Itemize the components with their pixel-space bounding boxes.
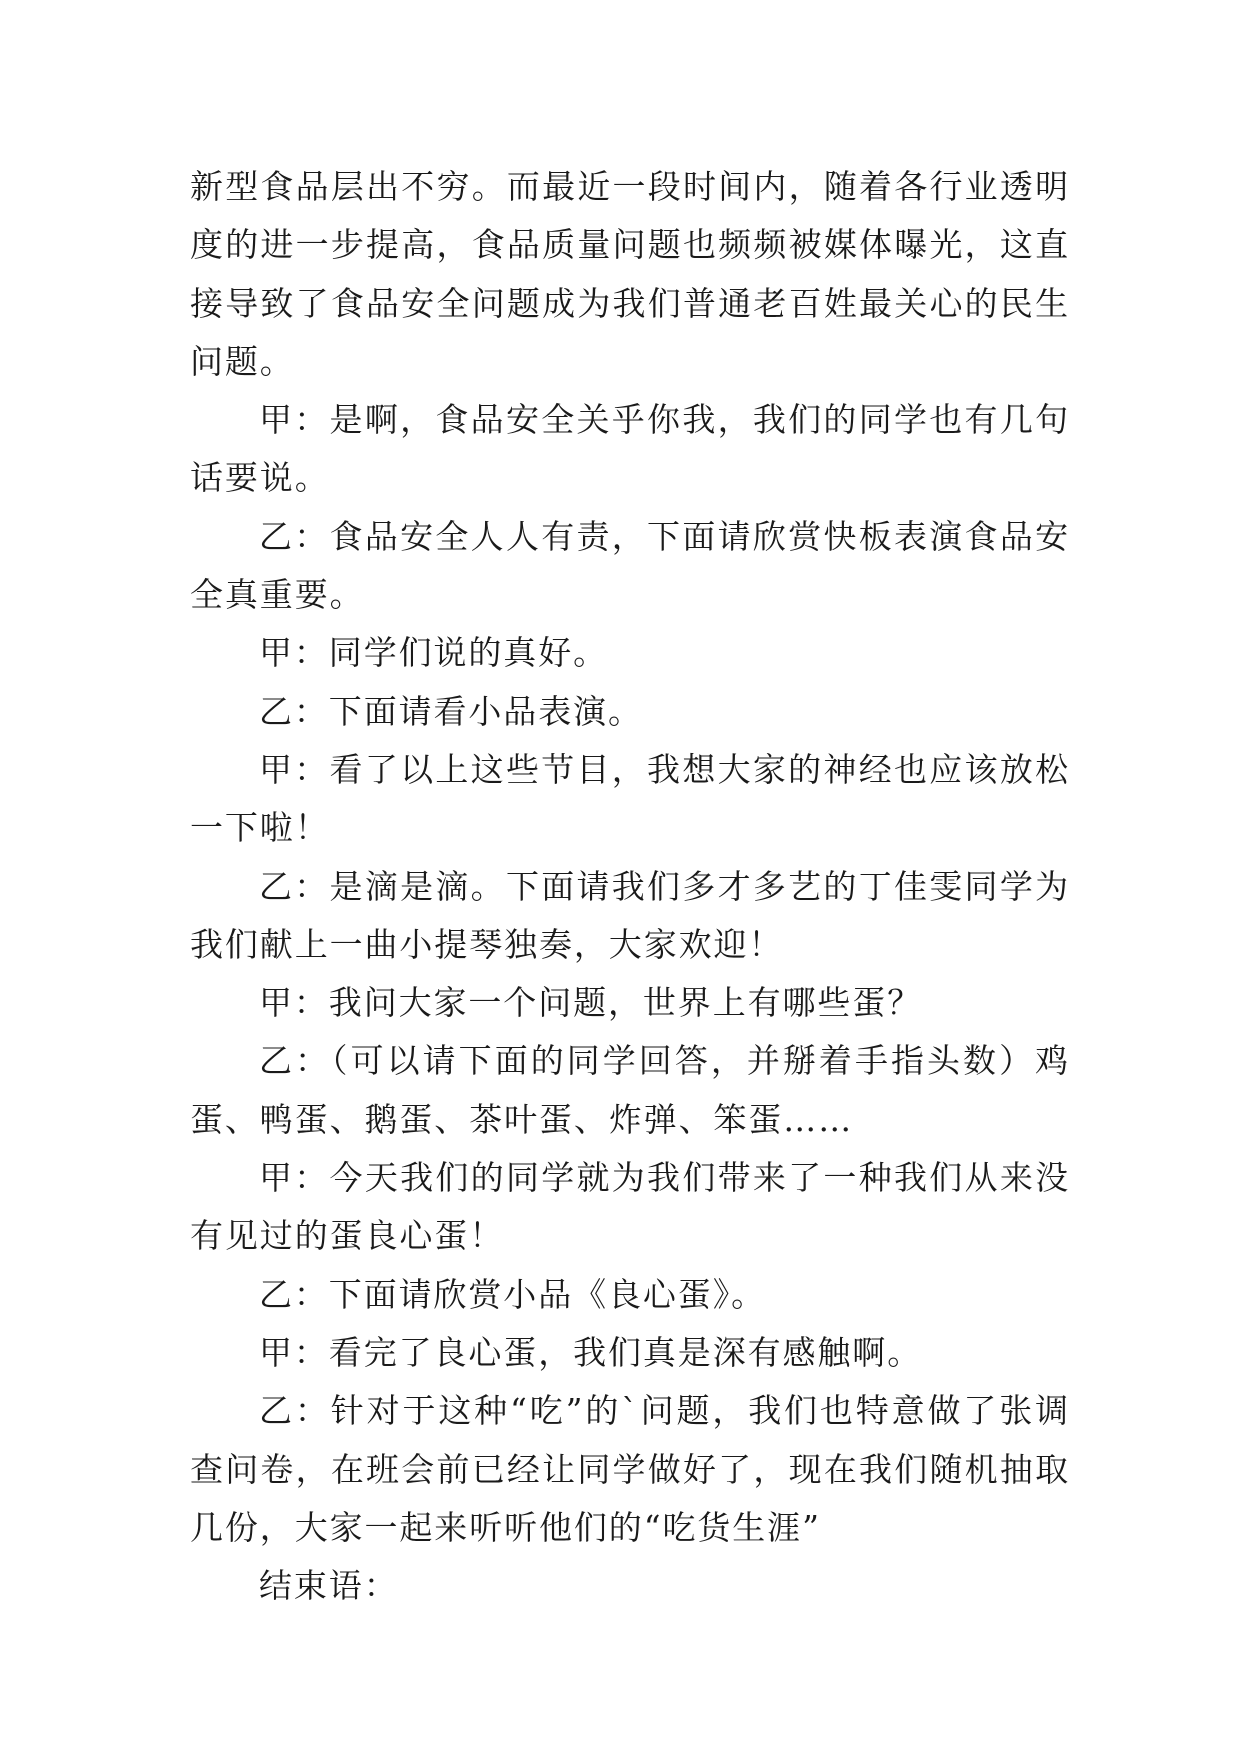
paragraph-dialogue: 乙：下面请看小品表演。: [259, 691, 643, 731]
paragraph-dialogue: 乙：下面请欣赏小品《良心蛋》。: [259, 1274, 766, 1314]
paragraph-dialogue: 甲：今天我们的同学就为我们带来了一种我们从来没有见过的蛋良心蛋！: [190, 1158, 1070, 1256]
paragraph-dialogue: 乙：（可以请下面的同学回答，并掰着手指头数）鸡蛋、鸭蛋、鹅蛋、茶叶蛋、炸弹、笨蛋……: [190, 1041, 1070, 1139]
paragraph-intro: 新型食品层出不穷。而最近一段时间内，随着各行业透明度的进一步提高，食品质量问题也频频被媒体曝光，这直接导致了食品安全问题成为我们普通老百姓最关心的民生问题。: [190, 167, 1070, 381]
paragraph-dialogue: 甲：同学们说的真好。: [259, 633, 608, 673]
paragraph-dialogue: 甲：看完了良心蛋，我们真是深有感触啊。: [259, 1332, 923, 1372]
paragraph-closing-heading: 结束语：: [259, 1566, 399, 1606]
paragraph-dialogue: 乙：针对于这种“吃”的`问题，我们也特意做了张调查问卷，在班会前已经让同学做好了，现在我们随机抽取几份，大家一起来听听他们的“吃货生涯”: [190, 1391, 1070, 1547]
paragraph-dialogue: 乙：食品安全人人有责，下面请欣赏快板表演食品安全真重要。: [190, 516, 1070, 615]
paragraph-dialogue: 甲：是啊，食品安全关乎你我，我们的同学也有几句话要说。: [190, 400, 1070, 498]
paragraph-dialogue: 甲：看了以上这些节目，我想大家的神经也应该放松一下啦！: [190, 749, 1070, 848]
paragraph-dialogue: 乙：是滴是滴。下面请我们多才多艺的丁佳雯同学为我们献上一曲小提琴独奏，大家欢迎！: [190, 866, 1070, 964]
document-page: [190, 158, 1070, 1615]
paragraph-dialogue: 甲：我问大家一个问题，世界上有哪些蛋？: [259, 983, 923, 1023]
